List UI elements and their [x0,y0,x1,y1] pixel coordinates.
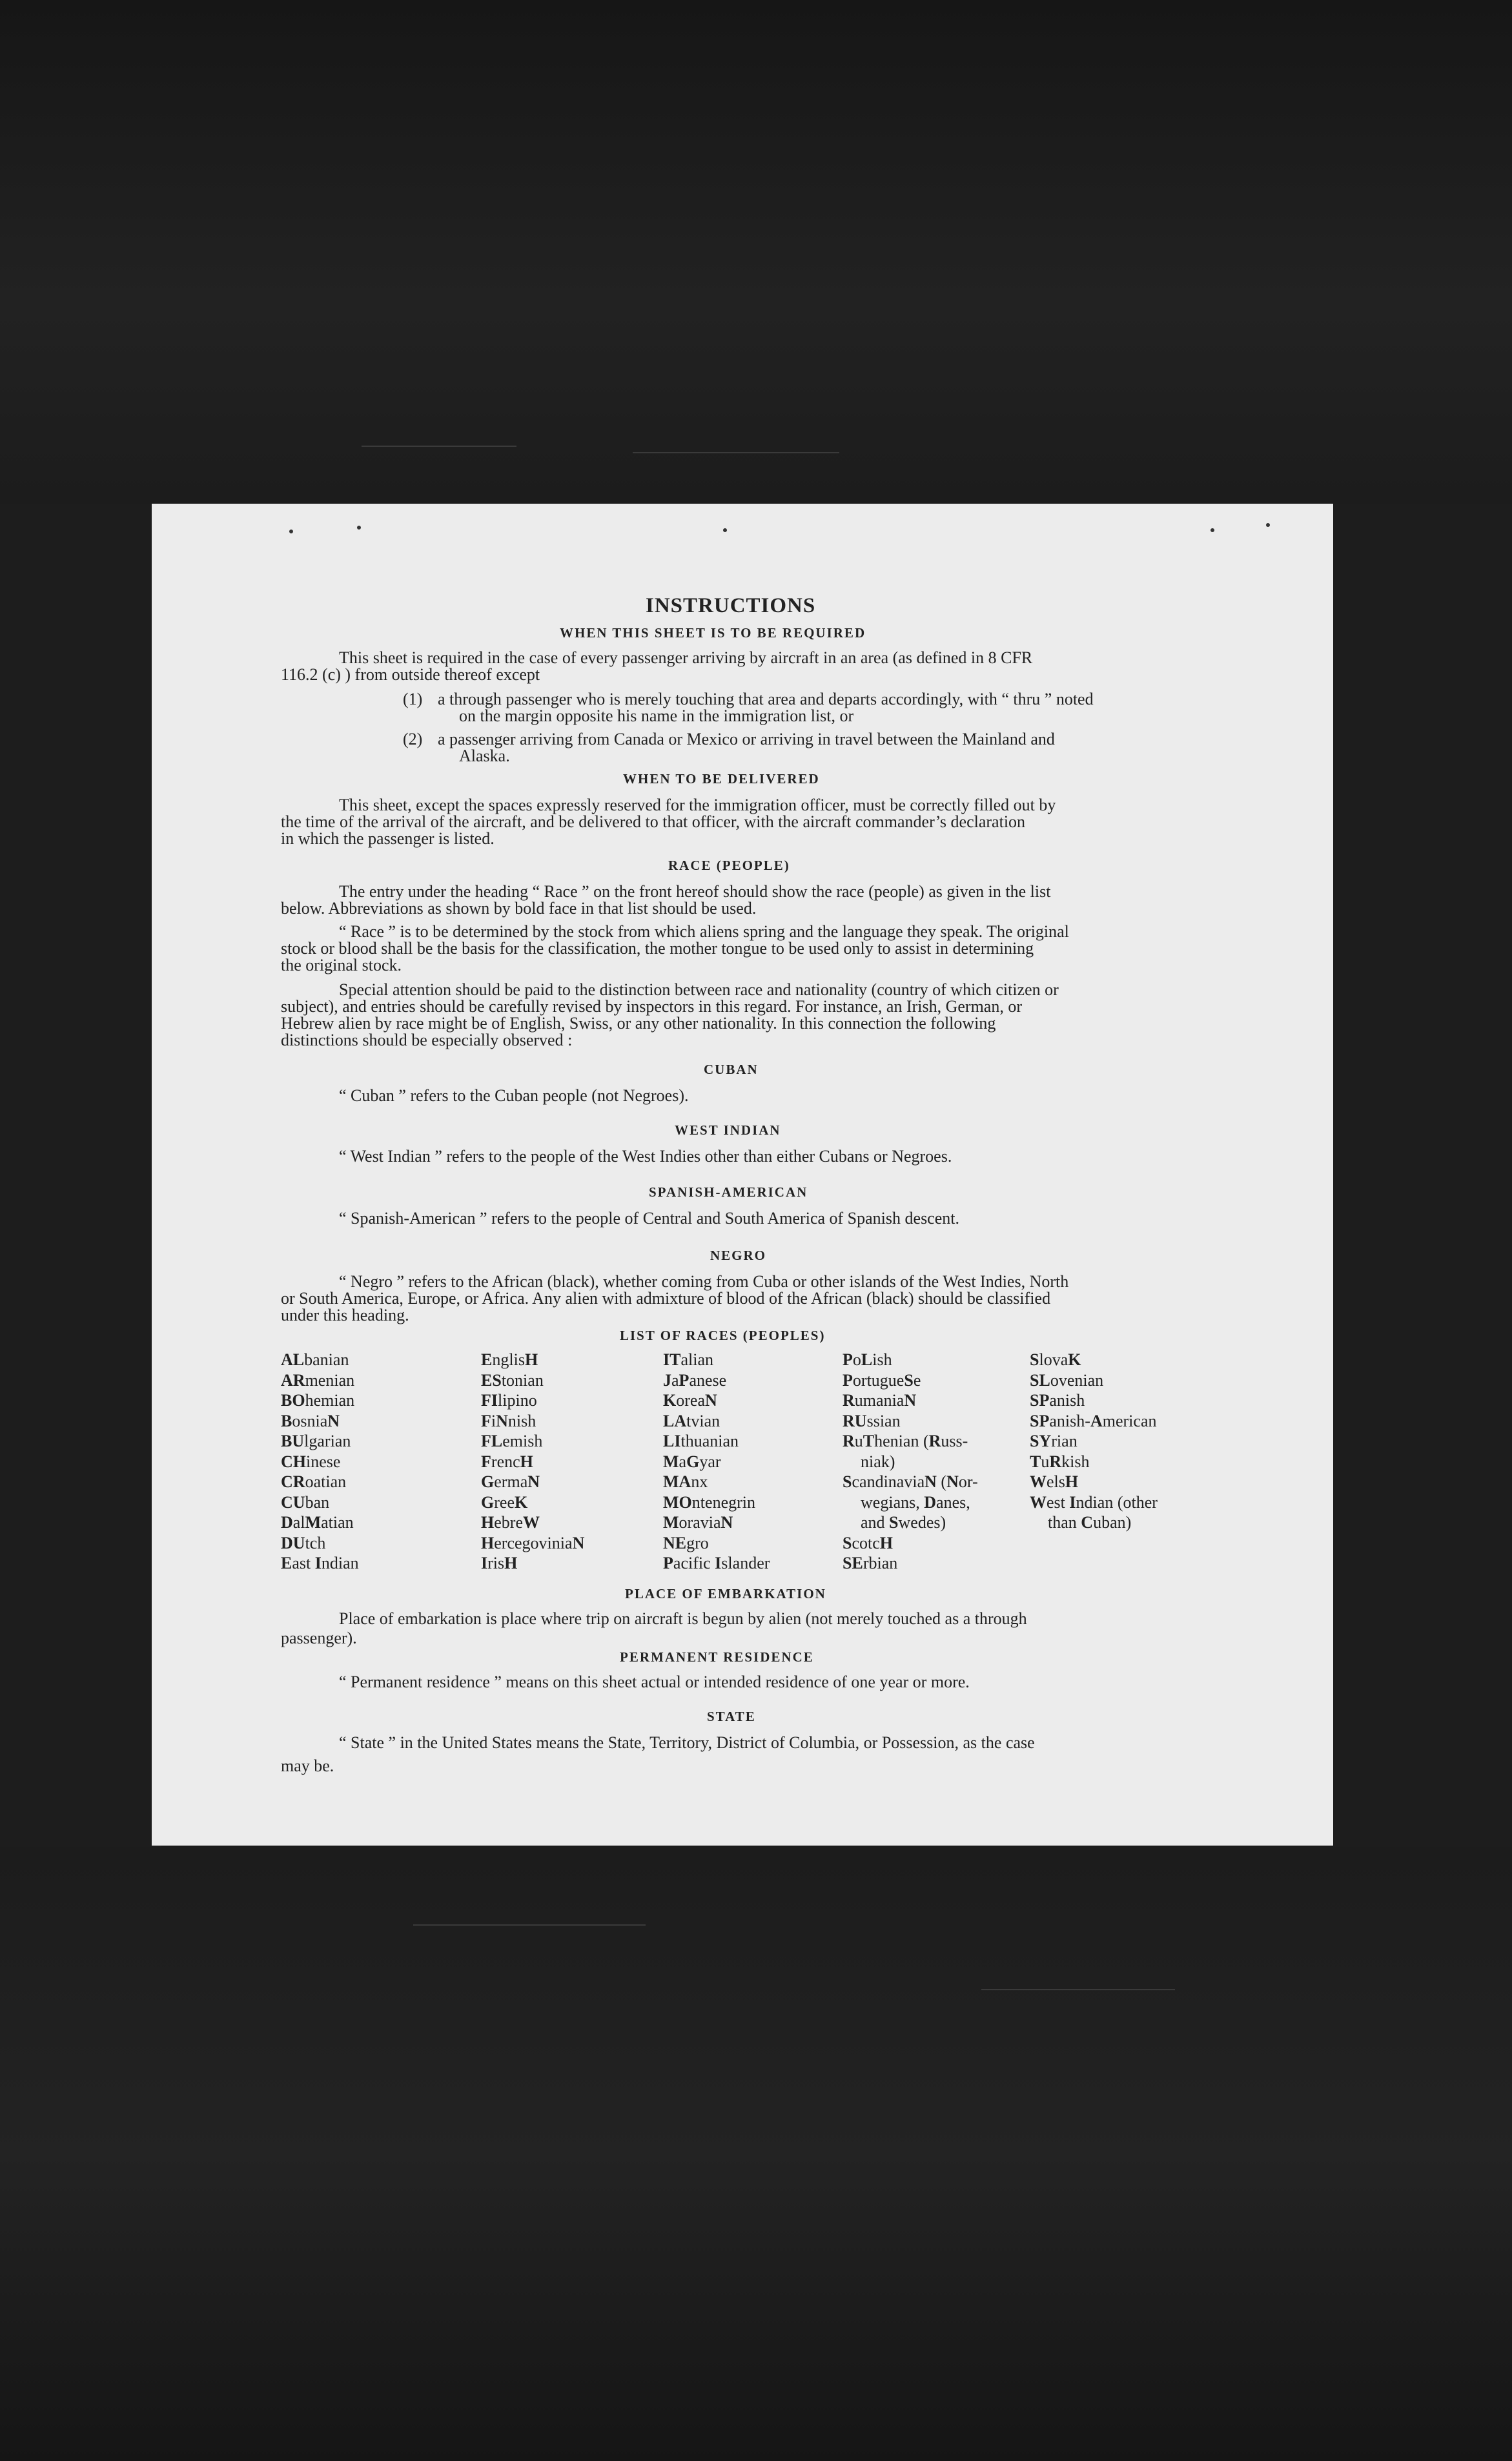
race-list-item: ScandinaviaN (Nor- [843,1472,978,1491]
race-list-item: DalMatian [281,1513,354,1532]
list-number: (2) [403,730,423,748]
race-list-item: MoraviaN [663,1513,733,1532]
film-border-left [0,504,161,1847]
race-list-item: MAnx [663,1472,708,1491]
paragraph-line: This sheet, except the spaces expressly reserved for the immigration officer, must be correctly filled out by [339,796,1056,814]
paper-speck [1211,528,1214,532]
film-border-bottom [0,1847,1512,2461]
race-list-item: NEgro [663,1533,709,1552]
paragraph-line: 116.2 (c) ) from outside thereof except [281,665,540,684]
section-heading-permanent-residence: PERMANENT RESIDENCE [620,1649,814,1665]
race-list-item: CUban [281,1492,330,1512]
page-title: INSTRUCTIONS [646,594,816,617]
list-item-line: a passenger arriving from Canada or Mexico or arriving in travel between the Mainland and [438,730,1055,748]
list-item-line: a through passenger who is merely touching that area and departs accordingly, with “ thru ” noted [438,690,1094,708]
paragraph-line: “ Permanent residence ” means on this sheet actual or intended residence of one year or more. [339,1673,970,1691]
paragraph-line: Special attention should be paid to the distinction between race and nationality (country of which citizen or [339,980,1059,999]
film-border-top [0,0,1512,504]
race-list-item: SPanish-American [1030,1411,1157,1430]
race-list-item: ITalian [663,1350,714,1369]
race-list-item: ScotcH [843,1533,894,1552]
paragraph-line: The entry under the heading “ Race ” on the front hereof should show the race (people) as given in the list [339,882,1051,901]
race-list-item: and Swedes) [861,1513,946,1532]
races-column-2 [481,1350,584,1574]
race-list-item: BUlgarian [281,1432,351,1450]
race-list-item: HercegoviniaN [481,1533,585,1552]
race-list-item: wegians, Danes, [861,1492,970,1512]
race-list-item: HebreW [481,1513,540,1532]
section-heading-spanish-american: SPANISH-AMERICAN [649,1184,808,1200]
race-list-item: WelsH [1030,1472,1079,1491]
race-list-item: BOhemian [281,1391,355,1410]
paragraph-line: the original stock. [281,956,402,974]
race-list-item: East Indian [281,1554,359,1572]
race-list-item: Pacific Islander [663,1554,770,1572]
paragraph-line: “ State ” in the United States means the State, Territory, District of Columbia, or Possession, as the case [339,1733,1035,1752]
paragraph-line: may be. [281,1756,334,1775]
paragraph-line: “ Race ” is to be determined by the stock from which aliens spring and the language they speak. The original [339,922,1069,941]
paragraph-line: Hebrew alien by race might be of English, Swiss, or any other nationality. In this connection the following [281,1014,996,1033]
section-heading-state: STATE [707,1709,756,1724]
section-heading-list-of-races: LIST OF RACES (PEOPLES) [620,1328,826,1343]
race-list-item: GermaN [481,1472,540,1491]
film-scratch [362,446,516,447]
section-heading-negro: NEGRO [710,1248,767,1263]
section-heading-when-delivered: WHEN TO BE DELIVERED [623,771,820,787]
film-scratch [633,452,839,453]
paragraph-line: or South America, Europe, or Africa. Any alien with admixture of blood of the African (black) should be classified [281,1289,1051,1308]
paragraph-line: below. Abbreviations as shown by bold face in that list should be used. [281,899,757,918]
race-list-item: FLemish [481,1432,543,1450]
paragraph-line: distinctions should be especially observed : [281,1031,573,1049]
list-item-line: Alaska. [459,747,510,765]
race-list-item: BosniaN [281,1411,340,1430]
race-list-item: FrencH [481,1452,533,1471]
paragraph-line: “ Cuban ” refers to the Cuban people (not Negroes). [339,1086,689,1105]
section-heading-cuban: CUBAN [704,1062,759,1077]
race-list-item: TuRkish [1030,1452,1090,1471]
paragraph-line: “ Negro ” refers to the African (black), whether coming from Cuba or other islands of the West Indies, North [339,1272,1069,1291]
film-border-right [1333,504,1512,1847]
race-list-item: LAtvian [663,1411,720,1430]
race-list-item: EStonian [481,1370,544,1390]
race-list-item: ALbanian [281,1350,349,1369]
races-column-3 [663,1350,770,1574]
race-list-item: than Cuban) [1048,1513,1132,1532]
races-column-1 [281,1350,359,1574]
paper-speck [357,526,361,530]
race-list-item: FIlipino [481,1391,537,1410]
races-column-5 [1030,1350,1158,1533]
race-list-item: SLovenian [1030,1370,1104,1390]
race-list-item: FiNnish [481,1411,536,1430]
paragraph-line: subject), and entries should be carefully revised by inspectors in this regard. For instance, an Irish, German, or [281,997,1022,1016]
race-list-item: West Indian (other [1030,1492,1158,1512]
paper-speck [289,530,293,533]
race-list-item: SlovaK [1030,1350,1081,1369]
race-list-item: DUtch [281,1533,326,1552]
races-column-4 [843,1350,978,1574]
section-heading-when-required: WHEN THIS SHEET IS TO BE REQUIRED [560,625,866,641]
race-list-item: EnglisH [481,1350,538,1369]
paragraph-line: Place of embarkation is place where trip on aircraft is begun by alien (not merely touched as a through [339,1609,1027,1628]
race-list-item: KoreaN [663,1391,717,1410]
race-list-item: GreeK [481,1492,528,1512]
race-list-item: CRoatian [281,1472,347,1491]
race-list-item: MOntenegrin [663,1492,756,1512]
race-list-item: SYrian [1030,1432,1078,1450]
paragraph-line: passenger). [281,1629,357,1647]
race-list-item: PoLish [843,1350,892,1369]
race-list-item: SPanish [1030,1391,1085,1410]
paragraph-line: This sheet is required in the case of every passenger arriving by aircraft in an area (as defined in 8 CFR [339,648,1033,667]
paragraph-line: in which the passenger is listed. [281,829,495,848]
race-list-item: SErbian [843,1554,898,1572]
race-list-item: RuThenian (Russ- [843,1432,968,1450]
paragraph-line: the time of the arrival of the aircraft, and be delivered to that officer, with the aircraft commander’s declaration [281,812,1026,831]
paragraph-line: stock or blood shall be the basis for the classification, the mother tongue to be used only to assist in determining [281,939,1034,958]
race-list-item: RumaniaN [843,1391,917,1410]
film-scratch [981,1989,1175,1990]
race-list-item: niak) [861,1452,895,1471]
section-heading-west-indian: WEST INDIAN [675,1122,781,1138]
race-list-item: ARmenian [281,1370,355,1390]
paper-speck [723,528,727,532]
paragraph-line: “ Spanish-American ” refers to the people of Central and South America of Spanish descent. [339,1209,959,1228]
paragraph-line: “ West Indian ” refers to the people of the West Indies other than either Cubans or Negroes. [339,1147,952,1166]
list-number: (1) [403,690,423,708]
race-list-item: RUssian [843,1411,901,1430]
paragraph-line: under this heading. [281,1306,409,1324]
film-scratch [413,1924,646,1926]
race-list-item: PortugueSe [843,1370,921,1390]
race-list-item: IrisH [481,1554,518,1572]
instruction-sheet [152,504,1333,1846]
race-list-item: LIthuanian [663,1432,739,1450]
race-list-item: MaGyar [663,1452,721,1471]
paper-speck [1266,523,1270,527]
race-list-item: CHinese [281,1452,341,1471]
list-item-line: on the margin opposite his name in the immigration list, or [459,706,854,725]
race-list-item: JaPanese [663,1370,727,1390]
section-heading-place-of-embarkation: PLACE OF EMBARKATION [625,1586,826,1601]
section-heading-race: RACE (PEOPLE) [668,858,790,873]
